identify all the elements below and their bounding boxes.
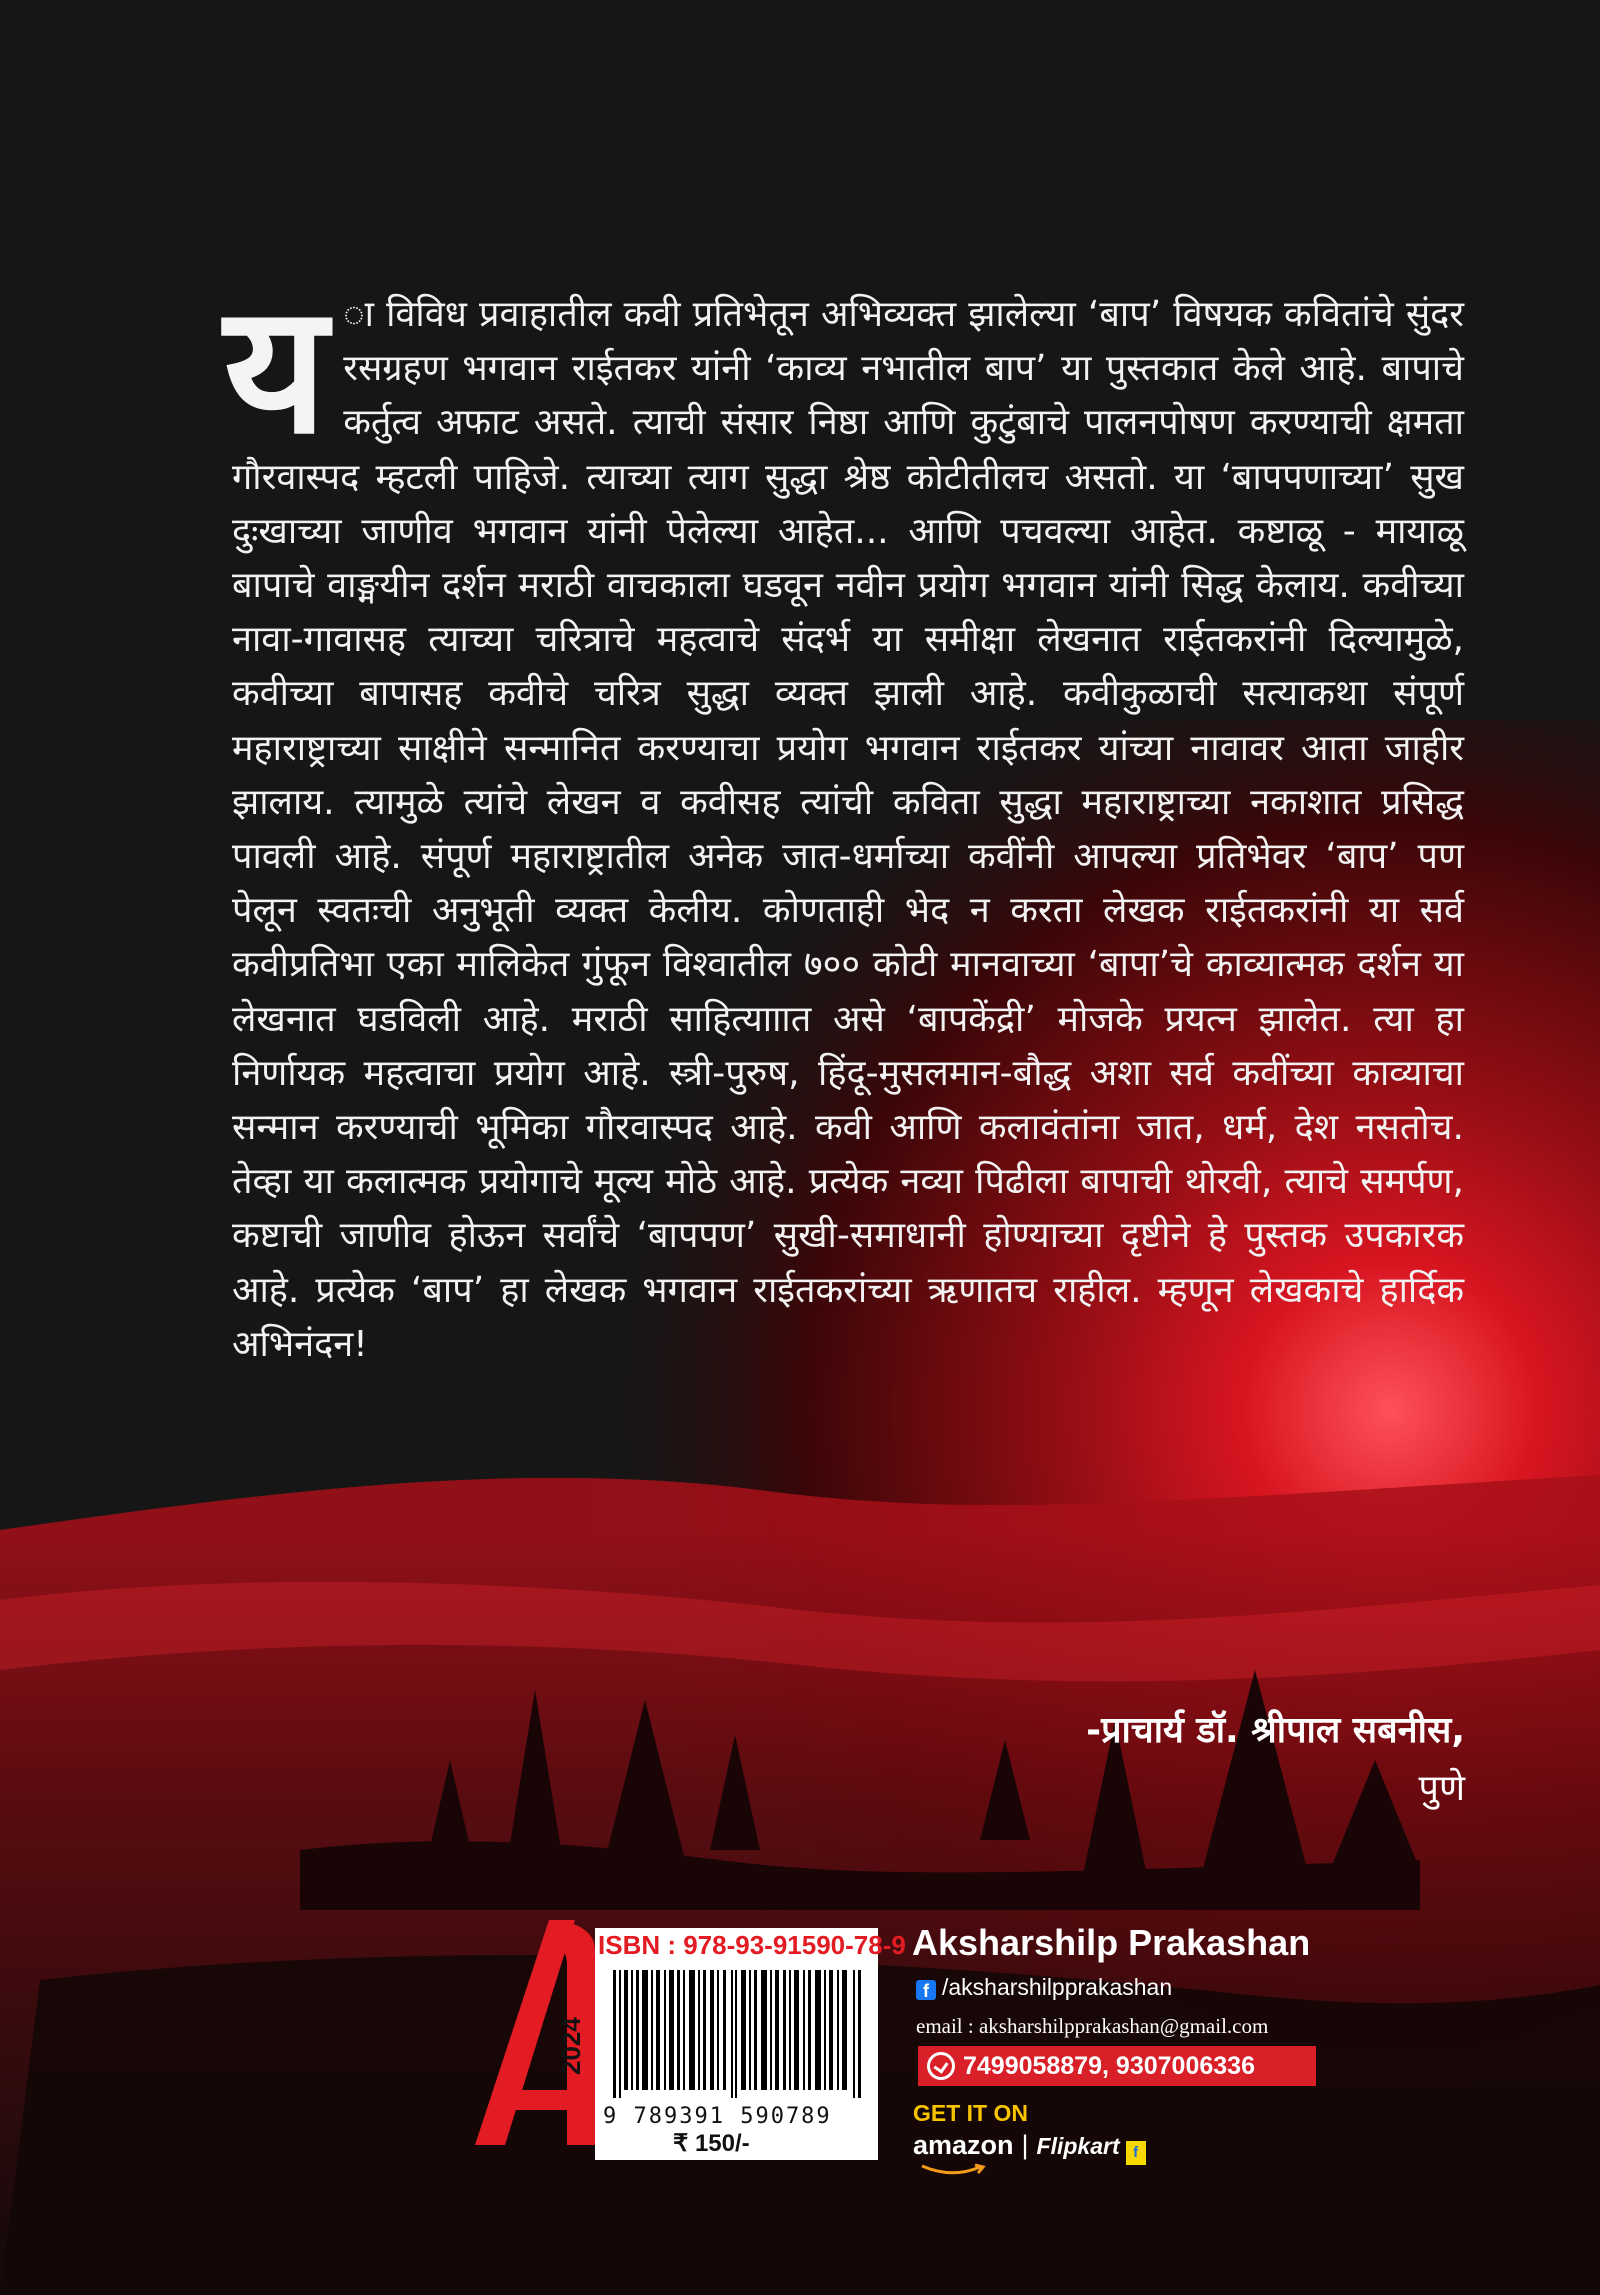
phone-numbers: 7499058879, 9307006336 — [963, 2052, 1255, 2080]
blurb-text: ा विविध प्रवाहातील कवी प्रतिभेतून अभिव्यक्त झालेल्या ‘बाप’ विषयक कवितांचे सुंदर रसग्रहण भगवान राईतकर यांनी ‘काव्य नभातील बाप’ या पुस्तकात केले आहे. बापाचे कर्तुत्व अफाट असते. त्याची संसार निष्ठा आणि कुटुंबाचे पालनपोषण करण्याची क्षमता गौरवास्पद म्हटली पाहिजे. त्याच्या त्याग सुद्धा श्रेष्ठ कोटीतीलच असतो. या ‘बापपणाच्या’ सुख दुःखाच्या जाणीव भगवान यांनी पेलेल्या आहेत... आणि पचवल्या आहेत. कष्टाळू - मायाळू बापाचे वाङ्मयीन दर्शन मराठी वाचकाला घडवून नवीन प्रयोग भगवान यांनी सिद्ध केलाय. कवीच्या नावा-गावासह त्याच्या चरित्राचे महत्वाचे संदर्भ या समीक्षा लेखनात राईतकरांनी दिल्यामुळे, कवीच्या बापासह कवीचे चरित्र सुद्धा व्यक्त झाली आहे. कवीकुळाची सत्याकथा संपूर्ण महाराष्ट्राच्या साक्षीने सन्मानित करण्याचा प्रयोग भगवान राईतकर यांच्या नावावर आता जाहीर झालाय. त्यामुळे त्यांचे लेखन व कवीसह त्यांची कविता सुद्धा महाराष्ट्राच्या नकाशात प्रसिद्ध पावली आहे. संपूर्ण महाराष्ट्रातील अनेक जात-धर्माच्या कवींनी आपल्या प्रतिभेवर ‘बाप’ पण पेलून स्वतःची अनुभूती व्यक्त केलीय. कोणताही भेद न करता लेखक राईतकरांनी या सर्व कवीप्रतिभा एका मालिकेत गुंफून विश्वातील ७०० कोटी मानवाच्या ‘बापा’चे काव्यात्मक दर्शन या लेखनात घडविली आहे. मराठी साहित्यााात असे ‘बापकेंद्री’ मोजके प्रयत्न झालेत. त्या हा निर्णायक महत्वाचा प्रयोग आहे. स्त्री-पुरुष, हिंदू-मुसलमान-बौद्ध अशा सर्व कवींच्या काव्याचा सन्मान करण्याची भूमिका गौरवास्पद आहे. कवी आणि कलावंतांना जात, धर्म, देश नसतोच. तेव्हा या कलात्मक प्रयोगाचे मूल्य मोठे आहे. प्रत्येक नव्या पिढीला बापाची थोरवी, त्याचे समर्पण, कष्टाची जाणीव होऊन सर्वांचे ‘बापपण’ सुखी-समाधानी होण्याच्या दृष्टीने हे पुस्तक उपकारक आहे. प्रत्येक ‘बाप’ हा लेखक भगवान राईतकरांच्या ऋणातच राहील. म्हणून लेखकाचे हार्दिक अभिनंदन! — [232, 294, 1464, 1365]
signature-place: पुणे — [1418, 1768, 1465, 1809]
flipkart-logo-text: Flipkart — [1036, 2133, 1120, 2159]
facebook-handle — [916, 1974, 1172, 2001]
phone-bar — [918, 2046, 1316, 2086]
store-separator: | — [1021, 2130, 1029, 2160]
signature-block — [1086, 1702, 1465, 1818]
facebook-icon: f — [916, 1980, 936, 2000]
logo-year: 2024 — [556, 2017, 586, 2075]
amazon-logo-text: amazon — [913, 2130, 1014, 2160]
price: ₹ 150/- — [673, 2130, 750, 2157]
isbn-label: ISBN : 978-93-91590-78-9 — [598, 1930, 906, 1960]
get-it-on-label: GET IT ON — [913, 2100, 1028, 2126]
publisher-name: Aksharshilp Prakashan — [912, 1922, 1311, 1963]
barcode — [613, 1970, 861, 2098]
amazon-smile-icon — [920, 2163, 986, 2177]
barcode-digits: 9 789391 590789 — [603, 2104, 832, 2129]
flipkart-icon: f — [1126, 2141, 1146, 2165]
blurb-paragraph — [224, 264, 1464, 1372]
whatsapp-icon — [927, 2052, 955, 2080]
store-links — [913, 2130, 1146, 2165]
isbn-barcode-box — [595, 1928, 906, 2160]
signature-name: -प्राचार्य डॉ. श्रीपाल सबनीस, — [1086, 1710, 1465, 1751]
email: email : aksharshilpprakashan@gmail.com — [916, 2014, 1269, 2038]
facebook-text: /aksharshilpprakashan — [942, 1974, 1173, 2000]
drop-cap: य — [224, 264, 328, 473]
